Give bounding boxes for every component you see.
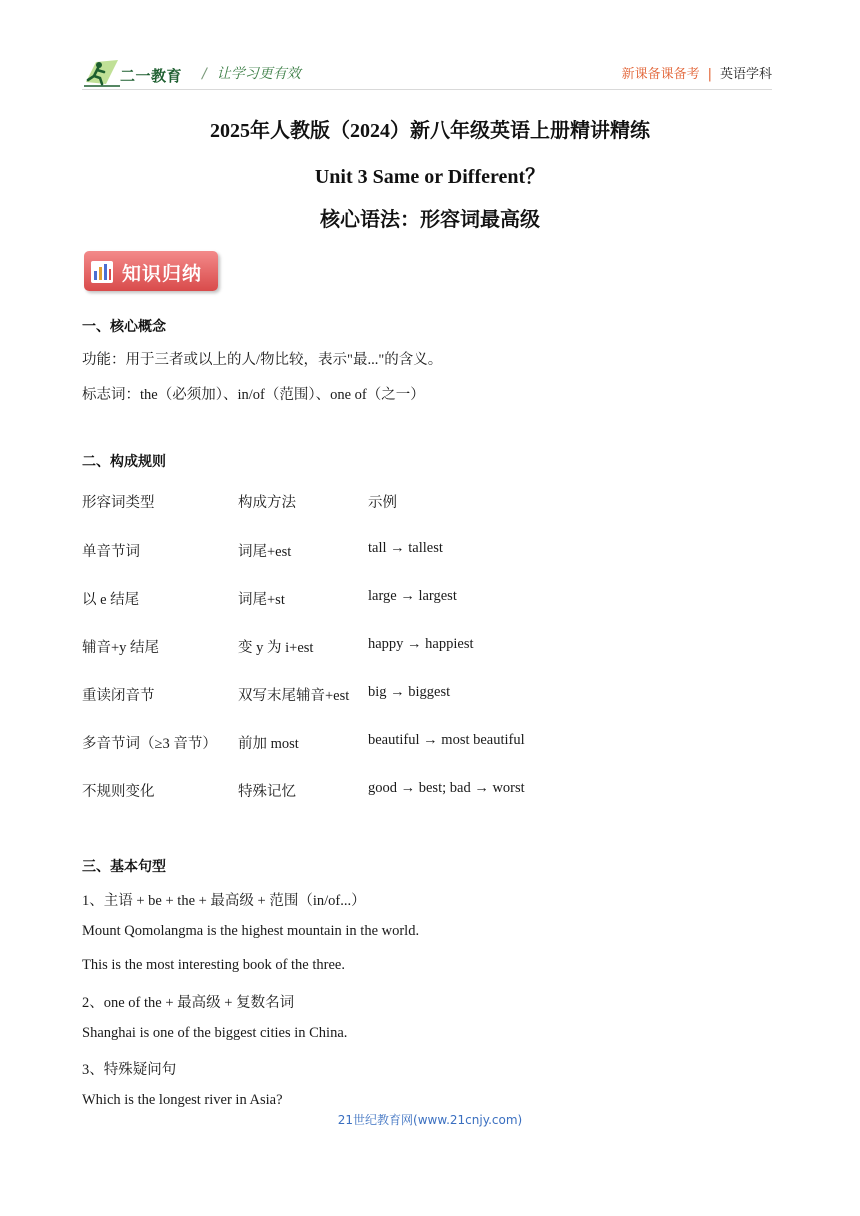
header-separator: | bbox=[707, 67, 712, 82]
pattern-line: 3、特殊疑问句 bbox=[82, 1062, 177, 1078]
table-cell: large → largest bbox=[368, 588, 457, 604]
table-cell: 词尾+est bbox=[238, 544, 292, 560]
runner-logo-icon bbox=[82, 56, 122, 88]
table-cell: 辅音+y 结尾 bbox=[82, 640, 160, 656]
pattern-line: 2、one of the + 最高级 + 复数名词 bbox=[82, 995, 295, 1011]
course-label: 新课备课备考 bbox=[621, 67, 700, 82]
table-cell: tall → tallest bbox=[368, 540, 443, 556]
example-sentence: Shanghai is one of the biggest cities in China. bbox=[82, 1025, 348, 1041]
topic-title: 核心语法：形容词最高级 bbox=[320, 209, 540, 231]
table-header-cell: 形容词类型 bbox=[82, 495, 155, 511]
table-cell: 双写末尾辅音+est bbox=[238, 688, 350, 704]
table-cell: good → best; bad → worst bbox=[368, 780, 525, 796]
concept-function: 功能：用于三者或以上的人/物比较，表示"最..."的含义。 bbox=[82, 352, 443, 368]
table-cell: happy → happiest bbox=[368, 636, 474, 652]
unit-title: Unit 3 Same or Different？ bbox=[314, 166, 546, 188]
section-heading-rules: 二、构成规则 bbox=[82, 454, 166, 470]
logo bbox=[82, 56, 190, 88]
slogan-divider: / bbox=[202, 66, 207, 82]
table-cell: beautiful → most beautiful bbox=[368, 732, 525, 748]
document-title: 2025年人教版（2024）新八年级英语上册精讲精练 bbox=[210, 120, 650, 142]
example-sentence: This is the most interesting book of the three. bbox=[82, 957, 345, 973]
table-cell: 词尾+st bbox=[238, 592, 285, 608]
table-cell: 以 e 结尾 bbox=[82, 592, 140, 608]
table-cell: big → biggest bbox=[368, 684, 451, 700]
section-heading-patterns: 三、基本句型 bbox=[82, 859, 166, 875]
header-right bbox=[622, 63, 772, 82]
table-cell: 重读闭音节 bbox=[82, 688, 155, 704]
knowledge-summary-badge bbox=[84, 251, 218, 291]
logo-text: 二一教育 bbox=[120, 67, 183, 85]
table-cell: 变 y 为 i+est bbox=[238, 640, 314, 656]
table-cell: 多音节词（≥3 音节） bbox=[82, 736, 217, 752]
table-cell: 前加 most bbox=[238, 736, 299, 752]
concept-markers: 标志词：the（必须加）、in/of（范围）、one of（之一） bbox=[82, 387, 425, 403]
table-cell: 特殊记忆 bbox=[238, 784, 296, 800]
table-header-cell: 示例 bbox=[368, 495, 397, 511]
pattern-line: 1、主语 + be + the + 最高级 + 范围（in/of...） bbox=[82, 893, 366, 909]
table-cell: 单音节词 bbox=[82, 544, 140, 560]
section-heading-concept: 一、核心概念 bbox=[82, 319, 166, 335]
example-sentence: Mount Qomolangma is the highest mountain in the world. bbox=[82, 923, 420, 939]
book-chart-icon bbox=[90, 257, 114, 285]
example-sentence: Which is the longest river in Asia? bbox=[82, 1092, 283, 1108]
subject-label: 英语学科 bbox=[719, 67, 772, 82]
slogan bbox=[202, 63, 301, 83]
page-header bbox=[82, 56, 772, 90]
slogan-text: 让学习更有效 bbox=[216, 66, 301, 82]
badge-label: 知识归纳 bbox=[122, 263, 203, 285]
table-header-cell: 构成方法 bbox=[238, 495, 296, 511]
table-cell: 不规则变化 bbox=[82, 784, 155, 800]
page-footer: 21世纪教育网(www.21cnjy.com) bbox=[337, 1113, 523, 1127]
